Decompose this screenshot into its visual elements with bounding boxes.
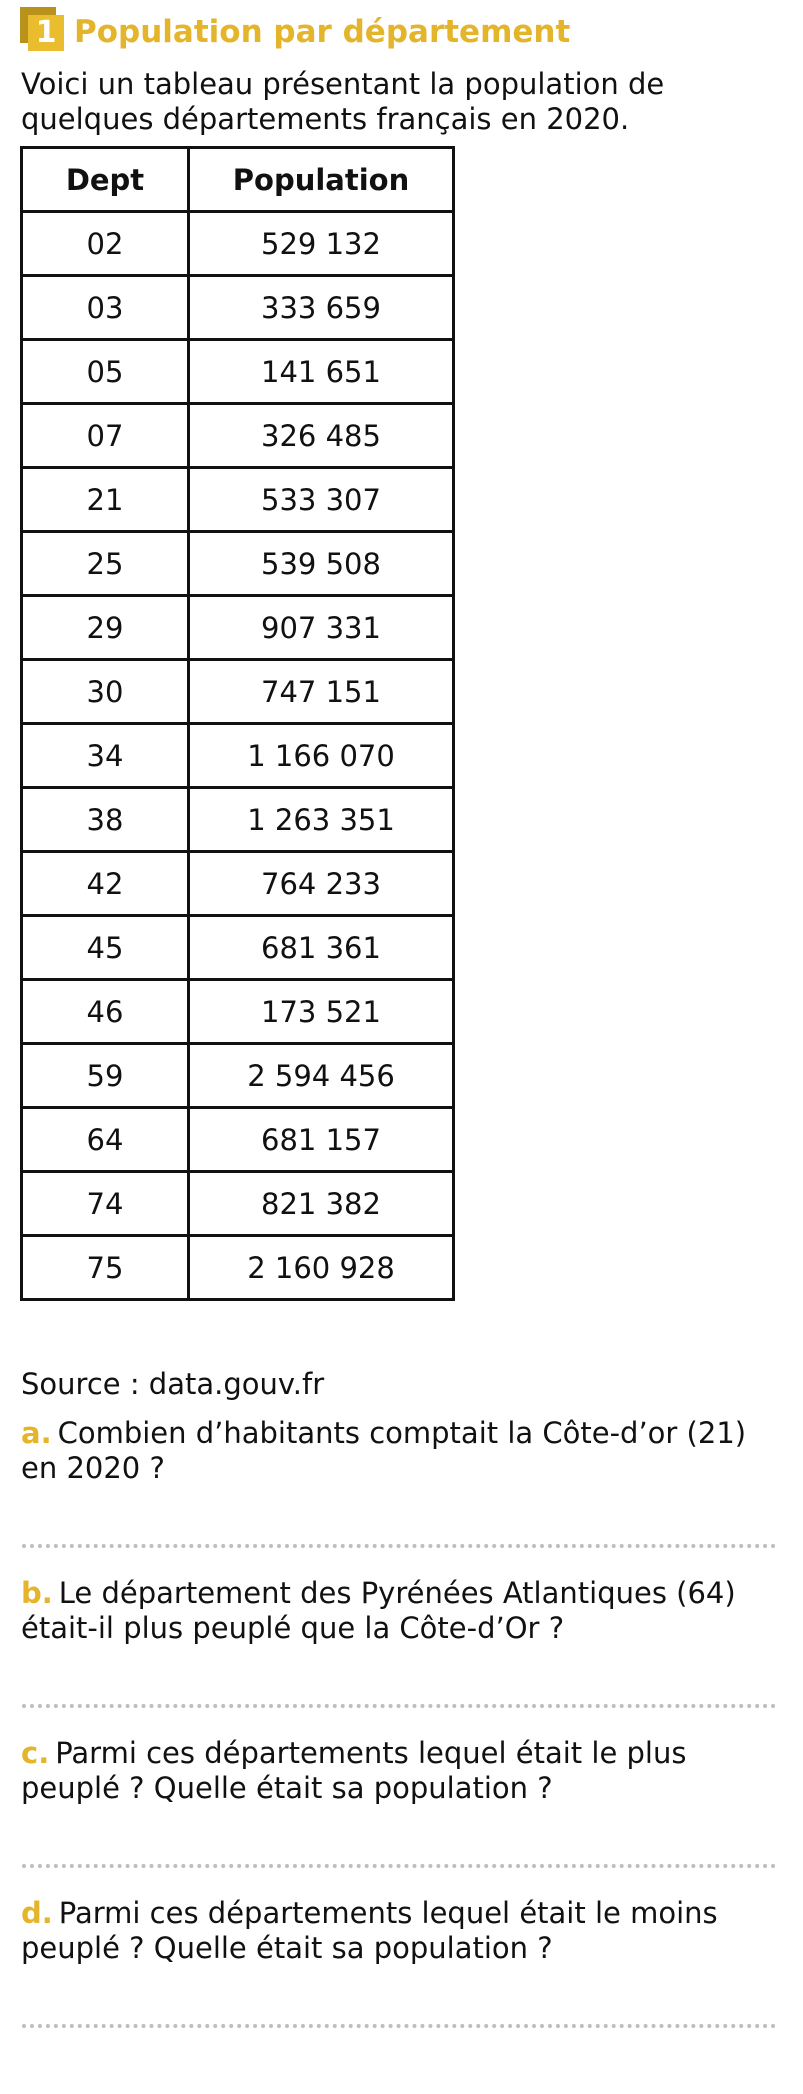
dept-cell: 75 (22, 1236, 189, 1300)
population-cell: 1 166 070 (189, 724, 454, 788)
intro-text: Voici un tableau présentant la population de quelques départements français en 2020. (21, 67, 665, 136)
table-row (22, 1044, 454, 1108)
dept-cell: 64 (22, 1108, 189, 1172)
dept-cell: 45 (22, 916, 189, 980)
dept-cell: 02 (22, 212, 189, 276)
question-d (21, 1896, 781, 1966)
table-row (22, 980, 454, 1044)
question-letter: a. (21, 1416, 52, 1450)
table-row (22, 212, 454, 276)
population-cell: 326 485 (189, 404, 454, 468)
answer-line-a[interactable] (22, 1544, 776, 1548)
table-row (22, 916, 454, 980)
population-cell: 173 521 (189, 980, 454, 1044)
dept-cell: 59 (22, 1044, 189, 1108)
column-header-dept: Dept (22, 148, 189, 212)
dept-cell: 25 (22, 532, 189, 596)
population-cell: 2 594 456 (189, 1044, 454, 1108)
question-c (21, 1736, 781, 1806)
dept-cell: 38 (22, 788, 189, 852)
dept-cell: 46 (22, 980, 189, 1044)
population-cell: 1 263 351 (189, 788, 454, 852)
table-row (22, 404, 454, 468)
population-cell: 533 307 (189, 468, 454, 532)
dept-cell: 34 (22, 724, 189, 788)
question-text: Parmi ces départements lequel était le plus peuplé ? Quelle était sa population ? (21, 1736, 687, 1805)
population-cell: 764 233 (189, 852, 454, 916)
exercise-title: Population par département (74, 14, 571, 50)
exercise-number-badge (20, 7, 60, 51)
question-letter: b. (21, 1576, 53, 1610)
question-letter: d. (21, 1896, 53, 1930)
dept-cell: 07 (22, 404, 189, 468)
table-row (22, 788, 454, 852)
population-cell: 333 659 (189, 276, 454, 340)
population-cell: 681 361 (189, 916, 454, 980)
table-row (22, 340, 454, 404)
population-cell: 907 331 (189, 596, 454, 660)
population-cell: 2 160 928 (189, 1236, 454, 1300)
dept-cell: 74 (22, 1172, 189, 1236)
answer-line-d[interactable] (22, 2024, 776, 2028)
table-row (22, 468, 454, 532)
population-cell: 747 151 (189, 660, 454, 724)
table-row (22, 1236, 454, 1300)
answer-line-b[interactable] (22, 1704, 776, 1708)
source-note: Source : data.gouv.fr (21, 1367, 325, 1401)
dept-cell: 29 (22, 596, 189, 660)
answer-line-c[interactable] (22, 1864, 776, 1868)
column-header-population: Population (189, 148, 454, 212)
table-header-row (22, 148, 454, 212)
question-a (21, 1416, 781, 1486)
dept-cell: 30 (22, 660, 189, 724)
table-row (22, 1108, 454, 1172)
question-b (21, 1576, 781, 1646)
dept-cell: 21 (22, 468, 189, 532)
population-cell: 821 382 (189, 1172, 454, 1236)
table-row (22, 276, 454, 340)
table-row (22, 660, 454, 724)
question-text: Le département des Pyrénées Atlantiques (64) était-il plus peuplé que la Côte-d’Or ? (21, 1576, 736, 1645)
question-letter: c. (21, 1736, 50, 1770)
question-text: Combien d’habitants comptait la Côte-d’or (21) en 2020 ? (21, 1416, 747, 1485)
dept-cell: 42 (22, 852, 189, 916)
population-cell: 539 508 (189, 532, 454, 596)
table-row (22, 596, 454, 660)
population-table (20, 146, 455, 1301)
table-row (22, 852, 454, 916)
population-cell: 529 132 (189, 212, 454, 276)
table-row (22, 1172, 454, 1236)
exercise-header (20, 6, 570, 52)
question-text: Parmi ces départements lequel était le moins peuplé ? Quelle était sa population ? (21, 1896, 718, 1965)
dept-cell: 05 (22, 340, 189, 404)
exercise-number: 1 (28, 15, 64, 51)
table-row (22, 532, 454, 596)
population-cell: 681 157 (189, 1108, 454, 1172)
population-cell: 141 651 (189, 340, 454, 404)
dept-cell: 03 (22, 276, 189, 340)
table-row (22, 724, 454, 788)
